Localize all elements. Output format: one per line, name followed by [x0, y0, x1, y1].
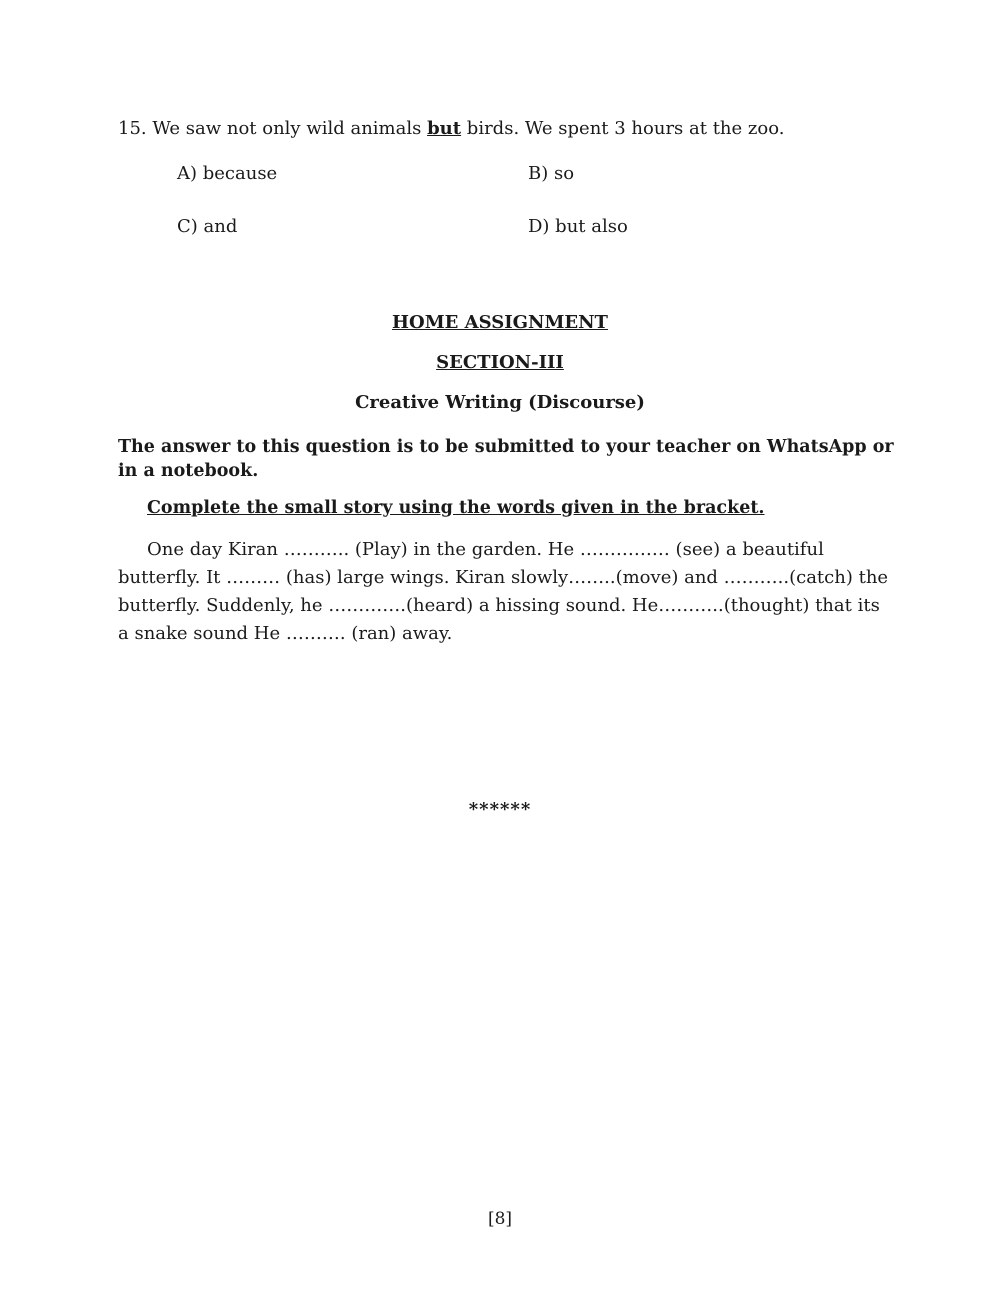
separator-stars: ****** [468, 799, 532, 820]
option-d: D) but also [528, 216, 628, 237]
section-subtitle: Creative Writing (Discourse) [355, 392, 645, 413]
question-15 [118, 118, 784, 139]
question-suffix: birds. We spent 3 hours at the zoo. [461, 118, 785, 139]
option-b: B) so [528, 163, 575, 184]
option-c: C) and [177, 216, 238, 237]
page-number: [8] [487, 1209, 513, 1229]
assignment-heading: HOME ASSIGNMENT [392, 312, 608, 333]
story-instruction: Complete the small story using the words given in the bracket. [147, 498, 765, 518]
section-title: SECTION-III [436, 352, 564, 373]
option-a: A) because [177, 163, 278, 184]
submission-note: The answer to this question is to be submitted to your teacher on WhatsApp or in a notebook. [118, 437, 894, 481]
story-paragraph: One day Kiran ……….. (Play) in the garden. He …………… (see) a beautiful butterfly. It ……… (has) large wings. Kiran slowly……..(move) and ………..(catch) the butterfly. Suddenly, he ………….(heard) a hissing sound. He………..(thought) that its a snake sound He ………. (ran) away. [118, 539, 889, 644]
question-emphasis: but [427, 118, 462, 139]
question-prefix: 15. We saw not only wild animals [118, 118, 428, 139]
